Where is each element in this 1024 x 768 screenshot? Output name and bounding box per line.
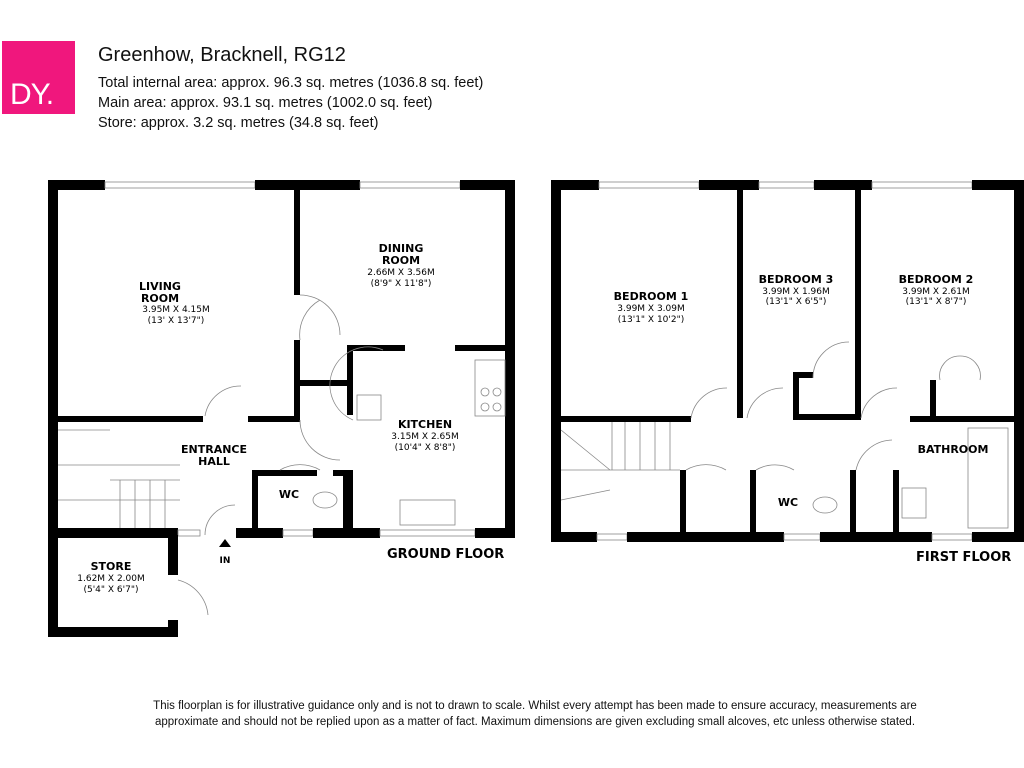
first-wc-name: WC [777, 496, 799, 509]
bedroom3-name: BEDROOM 3 [758, 273, 834, 286]
store-area: Store: approx. 3.2 sq. metres (34.8 sq. feet) [98, 115, 379, 131]
dining-room-imperial: (8'9" X 11'8") [370, 279, 432, 289]
store-name: STORE [90, 560, 132, 573]
bedroom1-imperial: (13'1" X 10'2") [617, 315, 685, 325]
living-room-name-line2: ROOM [140, 292, 180, 305]
kitchen-name: KITCHEN [397, 418, 453, 431]
living-room-name-line1: LIVING [139, 280, 181, 293]
bathroom-name: BATHROOM [917, 443, 989, 456]
store-metric: 1.62M X 2.00M [77, 574, 145, 584]
bedroom3-imperial: (13'1" X 6'5") [765, 297, 827, 307]
dining-room-name-line2: ROOM [381, 254, 421, 267]
entrance-hall-name-line2: HALL [198, 455, 230, 468]
dining-room-metric: 2.66M X 3.56M [367, 268, 435, 278]
ground-wc-name: WC [278, 488, 300, 501]
total-area: Total internal area: approx. 96.3 sq. metres (1036.8 sq. feet) [98, 75, 484, 91]
dining-room-name-line1: DINING [378, 242, 424, 255]
bedroom1-name: BEDROOM 1 [613, 290, 689, 303]
ground-floor-label: GROUND FLOOR [387, 547, 505, 562]
property-title: Greenhow, Bracknell, RG12 [98, 44, 346, 66]
first-floor-label: FIRST FLOOR [916, 550, 1012, 565]
living-room-metric: 3.95M X 4.15M [142, 305, 210, 315]
disclaimer [100, 698, 970, 730]
entrance-label: IN [219, 556, 231, 566]
kitchen-metric: 3.15M X 2.65M [391, 432, 459, 442]
bedroom2-metric: 3.99M X 2.61M [902, 287, 970, 297]
bedroom2-name: BEDROOM 2 [898, 273, 974, 286]
disclaimer-line2: approximate and should not be replied upon as a matter of fact. Maximum dimensions are given excluding small alcoves, etc unless otherwise stated. [154, 716, 916, 728]
entrance-arrow-icon [219, 539, 231, 547]
living-room-imperial: (13' X 13'7") [147, 316, 205, 326]
first-floor-walls [551, 180, 1024, 542]
logo-text: DY. [10, 78, 54, 111]
bedroom3-metric: 3.99M X 1.96M [762, 287, 830, 297]
store-imperial: (5'4" X 6'7") [83, 585, 139, 595]
bedroom2-imperial: (13'1" X 8'7") [905, 297, 967, 307]
bedroom1-metric: 3.99M X 3.09M [617, 304, 685, 314]
kitchen-imperial: (10'4" X 8'8") [394, 443, 456, 453]
disclaimer-line1: This floorplan is for illustrative guidance only and is not to drawn to scale. Whilst every attempt has been made to ensure accuracy, measurements are [153, 700, 917, 712]
entrance-hall-name-line1: ENTRANCE [181, 443, 247, 456]
main-area: Main area: approx. 93.1 sq. metres (1002.0 sq. feet) [98, 95, 433, 111]
